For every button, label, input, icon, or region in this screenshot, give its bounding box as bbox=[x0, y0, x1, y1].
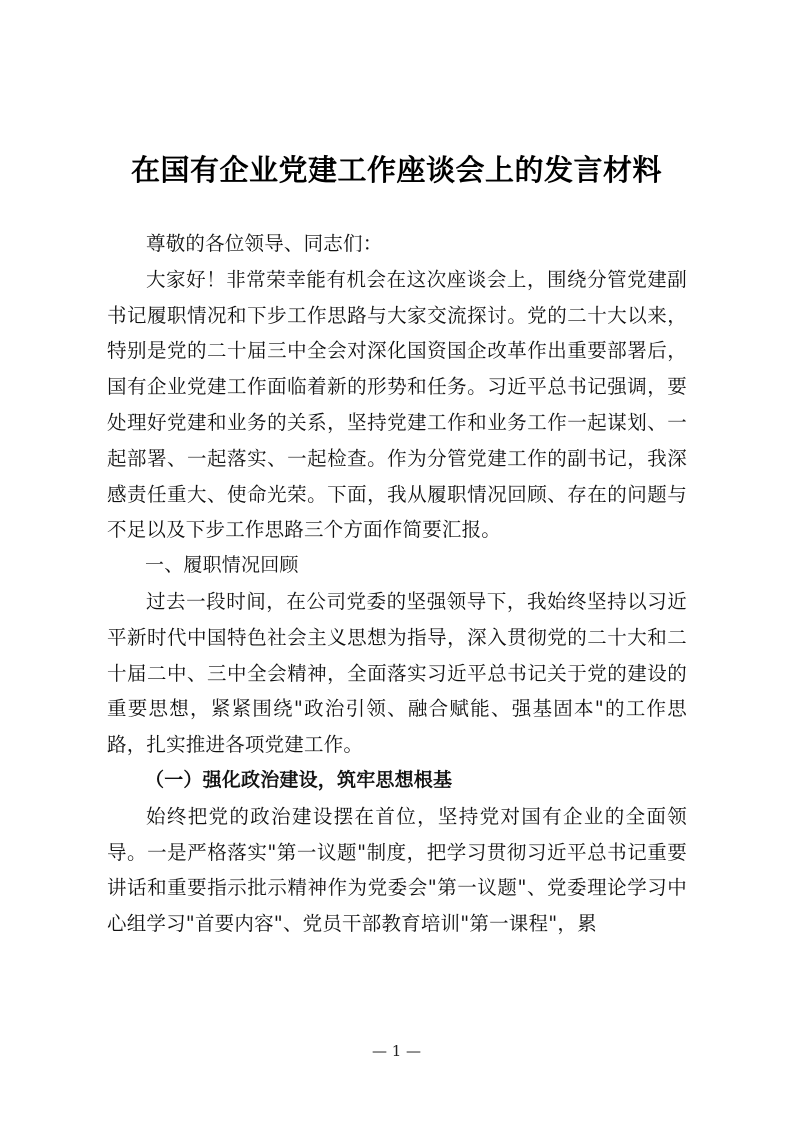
document-title: 在国有企业党建工作座谈会上的发言材料 bbox=[130, 153, 662, 187]
subsection-paragraph: 始终把党的政治建设摆在首位，坚持党对国有企业的全面领导。一是严格落实"第一议题"制度，把学习贯彻习近平总书记重要讲话和重要指示批示精神作为党委会"第一议题"、党委理论学习中心组学习"首要内容"、党员干部教育培训"第一课程"，累 bbox=[107, 804, 687, 936]
salutation: 尊敬的各位领导、同志们： bbox=[146, 232, 383, 255]
intro-paragraph: 大家好！非常荣幸能有机会在这次座谈会上，围绕分管党建副书记履职情况和下步工作思路与大家交流探讨。党的二十大以来，特别是党的二十届三中全会对深化国资国企改革作出重要部署后，国有企业党建工作面临着新的形势和任务。习近平总书记强调，要处理好党建和业务的关系，坚持党建工作和业务工作一起谋划、一起部署、一起落实、一起检查。作为分管党建工作的副书记，我深感责任重大、使命光荣。下面，我从履职情况回顾、存在的问题与不足以及下步工作思路三个方面作简要汇报。 bbox=[107, 267, 687, 542]
subsection-heading: （一）强化政治建设，筑牢思想根基 bbox=[145, 768, 453, 791]
section-heading: 一、履职情况回顾 bbox=[145, 554, 299, 577]
document-body bbox=[107, 226, 687, 942]
page-number: — 1 — bbox=[371, 1042, 422, 1060]
section-paragraph: 过去一段时间，在公司党委的坚强领导下，我始终坚持以习近平新时代中国特色社会主义思想为指导，深入贯彻党的二十大和二十届二中、三中全会精神，全面落实习近平总书记关于党的建设的重要思想，紧紧围绕"政治引领、融合赋能、强基固本"的工作思路，扎实推进各项党建工作。 bbox=[107, 589, 687, 757]
